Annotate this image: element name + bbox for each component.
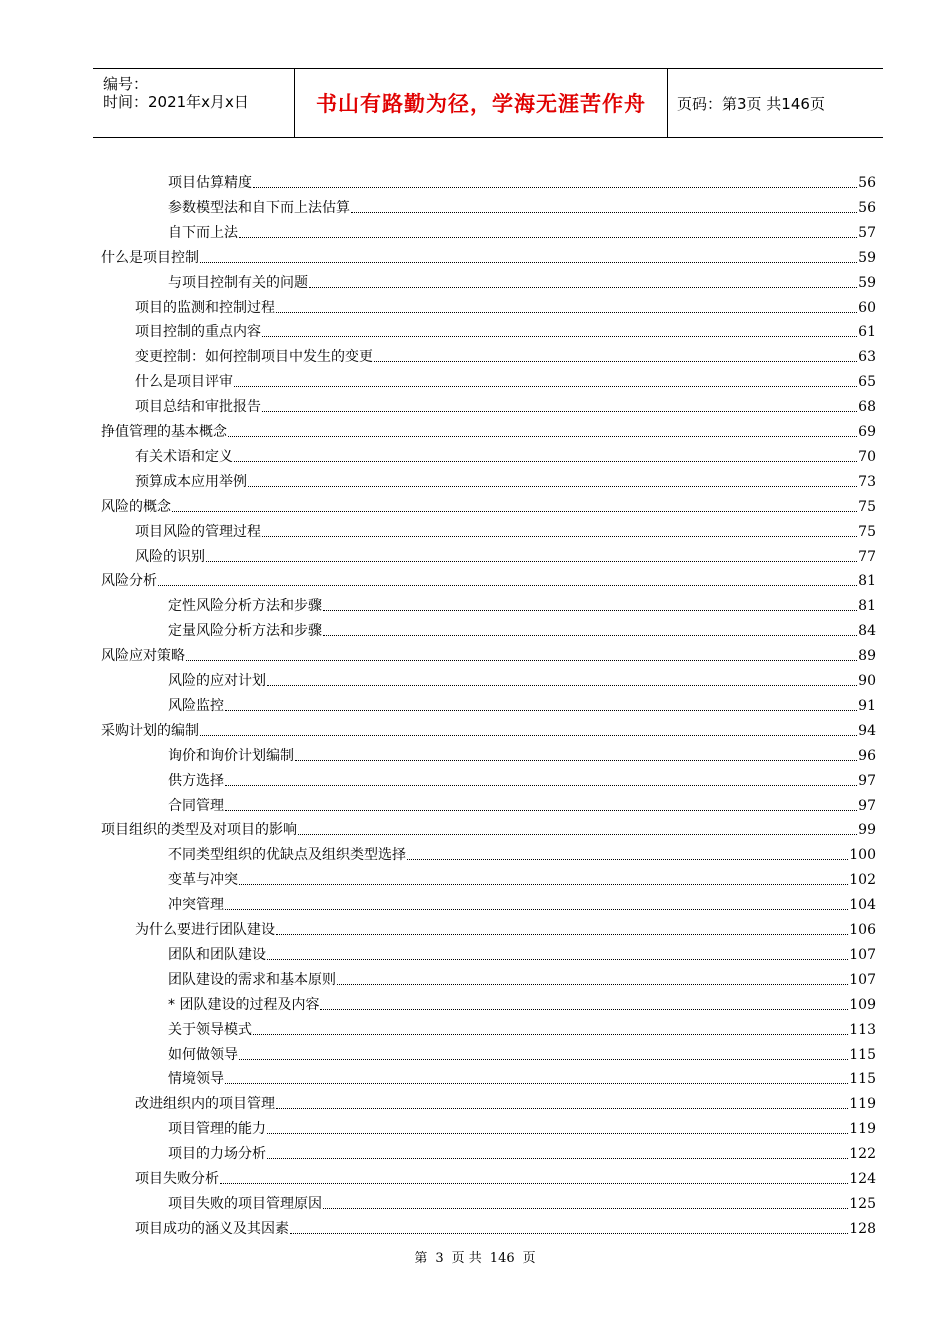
header-page-cell — [667, 69, 883, 137]
toc-entry-title: 挣值管理的基本概念 — [101, 424, 227, 440]
dot-leader — [234, 460, 857, 462]
toc-entry[interactable] — [135, 392, 876, 416]
number-label: 编号： — [103, 75, 149, 93]
dot-leader — [407, 858, 848, 860]
toc-entry[interactable] — [135, 317, 876, 341]
toc-entry[interactable] — [168, 1189, 876, 1213]
toc-entry-page-number: 107 — [849, 946, 876, 963]
toc-entry[interactable] — [168, 218, 876, 242]
toc-entry-page-number: 109 — [849, 996, 876, 1013]
page-footer — [0, 1247, 950, 1266]
toc-entry-page-number: 68 — [858, 399, 876, 416]
toc-entry-title: 有关术语和定义 — [135, 448, 233, 465]
footer-prefix: 第 — [414, 1251, 428, 1266]
toc-entry-title: 项目的力场分析 — [168, 1146, 266, 1163]
toc-entry-title: 变更控制：如何控制项目中发生的变更 — [135, 349, 373, 366]
toc-entry-title: 项目管理的能力 — [168, 1121, 266, 1138]
dot-leader — [323, 634, 857, 636]
toc-entry-page-number: 63 — [858, 349, 876, 366]
toc-entry-title: 团队建设的需求和基本原则 — [168, 971, 336, 988]
footer-middle: 页 共 — [451, 1251, 482, 1266]
toc-entry-page-number: 59 — [858, 274, 876, 291]
dot-leader — [262, 410, 857, 412]
toc-entry[interactable] — [168, 193, 876, 217]
dot-leader — [228, 435, 857, 437]
toc-entry[interactable] — [135, 467, 876, 491]
toc-entry-page-number: 56 — [858, 199, 876, 216]
toc-entry-page-number: 75 — [858, 498, 876, 515]
toc-entry[interactable] — [168, 990, 876, 1014]
toc-entry-page-number: 97 — [858, 797, 876, 814]
dot-leader — [200, 261, 857, 263]
toc-entry-title: 采购计划的编制 — [101, 722, 199, 739]
toc-entry-page-number: 81 — [858, 573, 876, 590]
toc-entry[interactable] — [101, 566, 876, 590]
header-meta-cell — [93, 69, 294, 137]
toc-entry[interactable] — [101, 815, 876, 839]
toc-entry[interactable] — [168, 865, 876, 889]
toc-entry[interactable] — [168, 1114, 876, 1138]
toc-entry[interactable] — [168, 766, 876, 790]
toc-entry[interactable] — [168, 940, 876, 964]
dot-leader — [276, 311, 857, 313]
toc-entry-page-number: 65 — [858, 374, 876, 391]
toc-entry[interactable] — [135, 915, 876, 939]
toc-entry[interactable] — [168, 591, 876, 615]
dot-leader — [220, 1182, 848, 1184]
toc-entry-title: 改进组织内的项目管理 — [135, 1096, 275, 1113]
toc-entry-title: 项目估算精度 — [168, 175, 252, 191]
toc-entry[interactable] — [135, 367, 876, 391]
toc-entry-page-number: 104 — [849, 897, 876, 914]
dot-leader — [295, 759, 857, 761]
dot-leader — [225, 809, 857, 811]
toc-entry-page-number: 73 — [858, 473, 876, 490]
toc-entry-page-number: 119 — [849, 1121, 876, 1138]
dot-leader — [186, 659, 857, 661]
dot-leader — [267, 1132, 848, 1134]
dot-leader — [267, 1157, 848, 1159]
toc-entry-title: 情境领导 — [168, 1071, 224, 1088]
toc-entry-page-number: 59 — [858, 249, 876, 266]
toc-entry-title: 什么是项目评审 — [135, 374, 233, 391]
toc-entry[interactable] — [101, 243, 876, 267]
toc-entry-page-number: 69 — [858, 424, 876, 440]
motto-text: 书山有路勤为径，学海无涯苦作舟 — [316, 92, 646, 116]
toc-entry[interactable] — [135, 442, 876, 466]
dot-leader — [225, 784, 857, 786]
toc-entry-page-number: 115 — [849, 1046, 876, 1063]
dot-leader — [298, 833, 857, 835]
toc-entry[interactable] — [168, 791, 876, 815]
toc-entry-page-number: 128 — [849, 1220, 876, 1237]
toc-entry-title: 风险的概念 — [101, 498, 171, 515]
dot-leader — [206, 560, 857, 562]
footer-suffix: 页 — [522, 1251, 536, 1266]
toc-entry[interactable] — [101, 492, 876, 516]
toc-entry-page-number: 113 — [849, 1021, 876, 1038]
dot-leader — [158, 584, 857, 586]
toc-entry-page-number: 106 — [849, 922, 876, 938]
dot-leader — [337, 983, 848, 985]
toc-entry-title: 为什么要进行团队建设 — [135, 922, 275, 938]
toc-entry-page-number: 57 — [858, 224, 876, 241]
toc-entry[interactable] — [168, 1040, 876, 1064]
toc-entry-title: 项目组织的类型及对项目的影响 — [101, 822, 297, 839]
toc-entry-title: 定量风险分析方法和步骤 — [168, 623, 322, 640]
toc-entry[interactable] — [168, 1015, 876, 1039]
toc-entry-page-number: 102 — [849, 872, 876, 889]
dot-leader — [262, 335, 857, 337]
toc-entry[interactable] — [135, 293, 876, 317]
toc-entry[interactable] — [168, 1064, 876, 1088]
toc-entry-title: 项目失败分析 — [135, 1171, 219, 1187]
footer-current-page: 3 — [435, 1251, 444, 1266]
toc-entry-title: * 团队建设的过程及内容 — [168, 996, 320, 1013]
toc-entry-title: 如何做领导 — [168, 1046, 238, 1063]
toc-entry-page-number: 100 — [849, 847, 876, 864]
toc-entry-title: 与项目控制有关的问题 — [168, 274, 308, 291]
dot-leader — [323, 1207, 848, 1209]
dot-leader — [253, 1033, 848, 1035]
dot-leader — [323, 609, 857, 611]
toc-entry[interactable] — [101, 417, 876, 441]
toc-entry[interactable] — [135, 542, 876, 566]
dot-leader — [200, 734, 857, 736]
toc-entry-title: 项目总结和审批报告 — [135, 399, 261, 416]
toc-entry[interactable] — [135, 1214, 876, 1238]
dot-leader — [267, 684, 857, 686]
toc-entry-page-number: 84 — [858, 623, 876, 640]
toc-entry[interactable] — [135, 1089, 876, 1113]
toc-entry-page-number: 97 — [858, 772, 876, 789]
dot-leader — [225, 1082, 848, 1084]
toc-entry-title: 合同管理 — [168, 797, 224, 814]
time-label: 时间：2021年x月x日 — [103, 93, 249, 111]
dot-leader — [253, 186, 857, 188]
toc-entry-page-number: 119 — [849, 1096, 876, 1113]
toc-entry-title: 什么是项目控制 — [101, 249, 199, 266]
toc-entry-title: 项目风险的管理过程 — [135, 523, 261, 540]
toc-entry[interactable] — [168, 616, 876, 640]
dot-leader — [374, 360, 857, 362]
toc-entry-page-number: 61 — [858, 324, 876, 341]
toc-entry[interactable] — [168, 168, 876, 192]
toc-entry-title: 关于领导模式 — [168, 1021, 252, 1038]
dot-leader — [262, 535, 857, 537]
toc-entry[interactable] — [135, 342, 876, 366]
dot-leader — [225, 709, 857, 711]
toc-entry-title: 项目成功的涵义及其因素 — [135, 1220, 289, 1237]
toc-entry[interactable] — [168, 691, 876, 715]
dot-leader — [320, 1008, 848, 1010]
toc-entry[interactable] — [101, 641, 876, 665]
toc-entry-title: 团队和团队建设 — [168, 946, 266, 963]
dot-leader — [267, 958, 848, 960]
toc-entry-title: 项目的监测和控制过程 — [135, 299, 275, 316]
dot-leader — [309, 286, 857, 288]
toc-entry-page-number: 75 — [858, 523, 876, 540]
toc-entry-title: 冲突管理 — [168, 897, 224, 914]
toc-entry-page-number: 96 — [858, 747, 876, 764]
toc-entry[interactable] — [168, 840, 876, 864]
toc-entry-title: 风险分析 — [101, 573, 157, 590]
toc-entry-page-number: 90 — [858, 673, 876, 689]
dot-leader — [239, 236, 857, 238]
toc-entry-page-number: 89 — [858, 648, 876, 665]
toc-entry-page-number: 122 — [849, 1146, 876, 1163]
toc-entry-page-number: 94 — [858, 722, 876, 739]
toc-entry-title: 项目控制的重点内容 — [135, 324, 261, 341]
toc-entry-title: 参数模型法和自下而上法估算 — [168, 199, 350, 216]
toc-entry-page-number: 81 — [858, 598, 876, 615]
dot-leader — [276, 1107, 848, 1109]
toc-entry-title: 项目失败的项目管理原因 — [168, 1195, 322, 1212]
dot-leader — [172, 510, 857, 512]
toc-entry[interactable] — [135, 517, 876, 541]
toc-entry[interactable] — [168, 965, 876, 989]
toc-entry[interactable] — [168, 268, 876, 292]
toc-entry[interactable] — [135, 1164, 876, 1188]
toc-entry-title: 风险的应对计划 — [168, 673, 266, 689]
toc-entry-page-number: 115 — [849, 1071, 876, 1088]
toc-entry-page-number: 124 — [849, 1171, 876, 1187]
page-info: 页码：第3页 共146页 — [677, 94, 825, 113]
toc-entry-page-number: 107 — [849, 971, 876, 988]
toc-entry-page-number: 91 — [858, 697, 876, 714]
footer-total-pages: 146 — [489, 1251, 515, 1266]
toc-entry-title: 询价和询价计划编制 — [168, 747, 294, 764]
toc-entry[interactable] — [168, 890, 876, 914]
dot-leader — [248, 485, 857, 487]
toc-entry-page-number: 56 — [858, 175, 876, 191]
toc-entry-page-number: 99 — [858, 822, 876, 839]
toc-entry-title: 自下而上法 — [168, 224, 238, 241]
toc-entry-title: 定性风险分析方法和步骤 — [168, 598, 322, 615]
dot-leader — [290, 1232, 848, 1234]
toc-entry-page-number: 77 — [858, 548, 876, 565]
dot-leader — [239, 883, 848, 885]
toc-entry-page-number: 70 — [858, 448, 876, 465]
toc-entry[interactable] — [168, 666, 876, 690]
toc-entry-title: 风险的识别 — [135, 548, 205, 565]
dot-leader — [225, 908, 848, 910]
toc-entry-title: 不同类型组织的优缺点及组织类型选择 — [168, 847, 406, 864]
toc-entry-page-number: 60 — [858, 299, 876, 316]
toc-entry[interactable] — [168, 741, 876, 765]
toc-entry-page-number: 125 — [849, 1195, 876, 1212]
toc-entry-title: 预算成本应用举例 — [135, 473, 247, 490]
page-header — [93, 68, 883, 138]
toc-entry-title: 风险应对策略 — [101, 648, 185, 665]
dot-leader — [351, 211, 857, 213]
toc-entry-title: 供方选择 — [168, 772, 224, 789]
header-motto-cell — [294, 69, 668, 137]
dot-leader — [234, 385, 857, 387]
toc-entry[interactable] — [101, 716, 876, 740]
toc-entry[interactable] — [168, 1139, 876, 1163]
toc-entry-title: 变革与冲突 — [168, 872, 238, 889]
dot-leader — [276, 933, 848, 935]
toc-entry-title: 风险监控 — [168, 697, 224, 714]
dot-leader — [239, 1058, 848, 1060]
